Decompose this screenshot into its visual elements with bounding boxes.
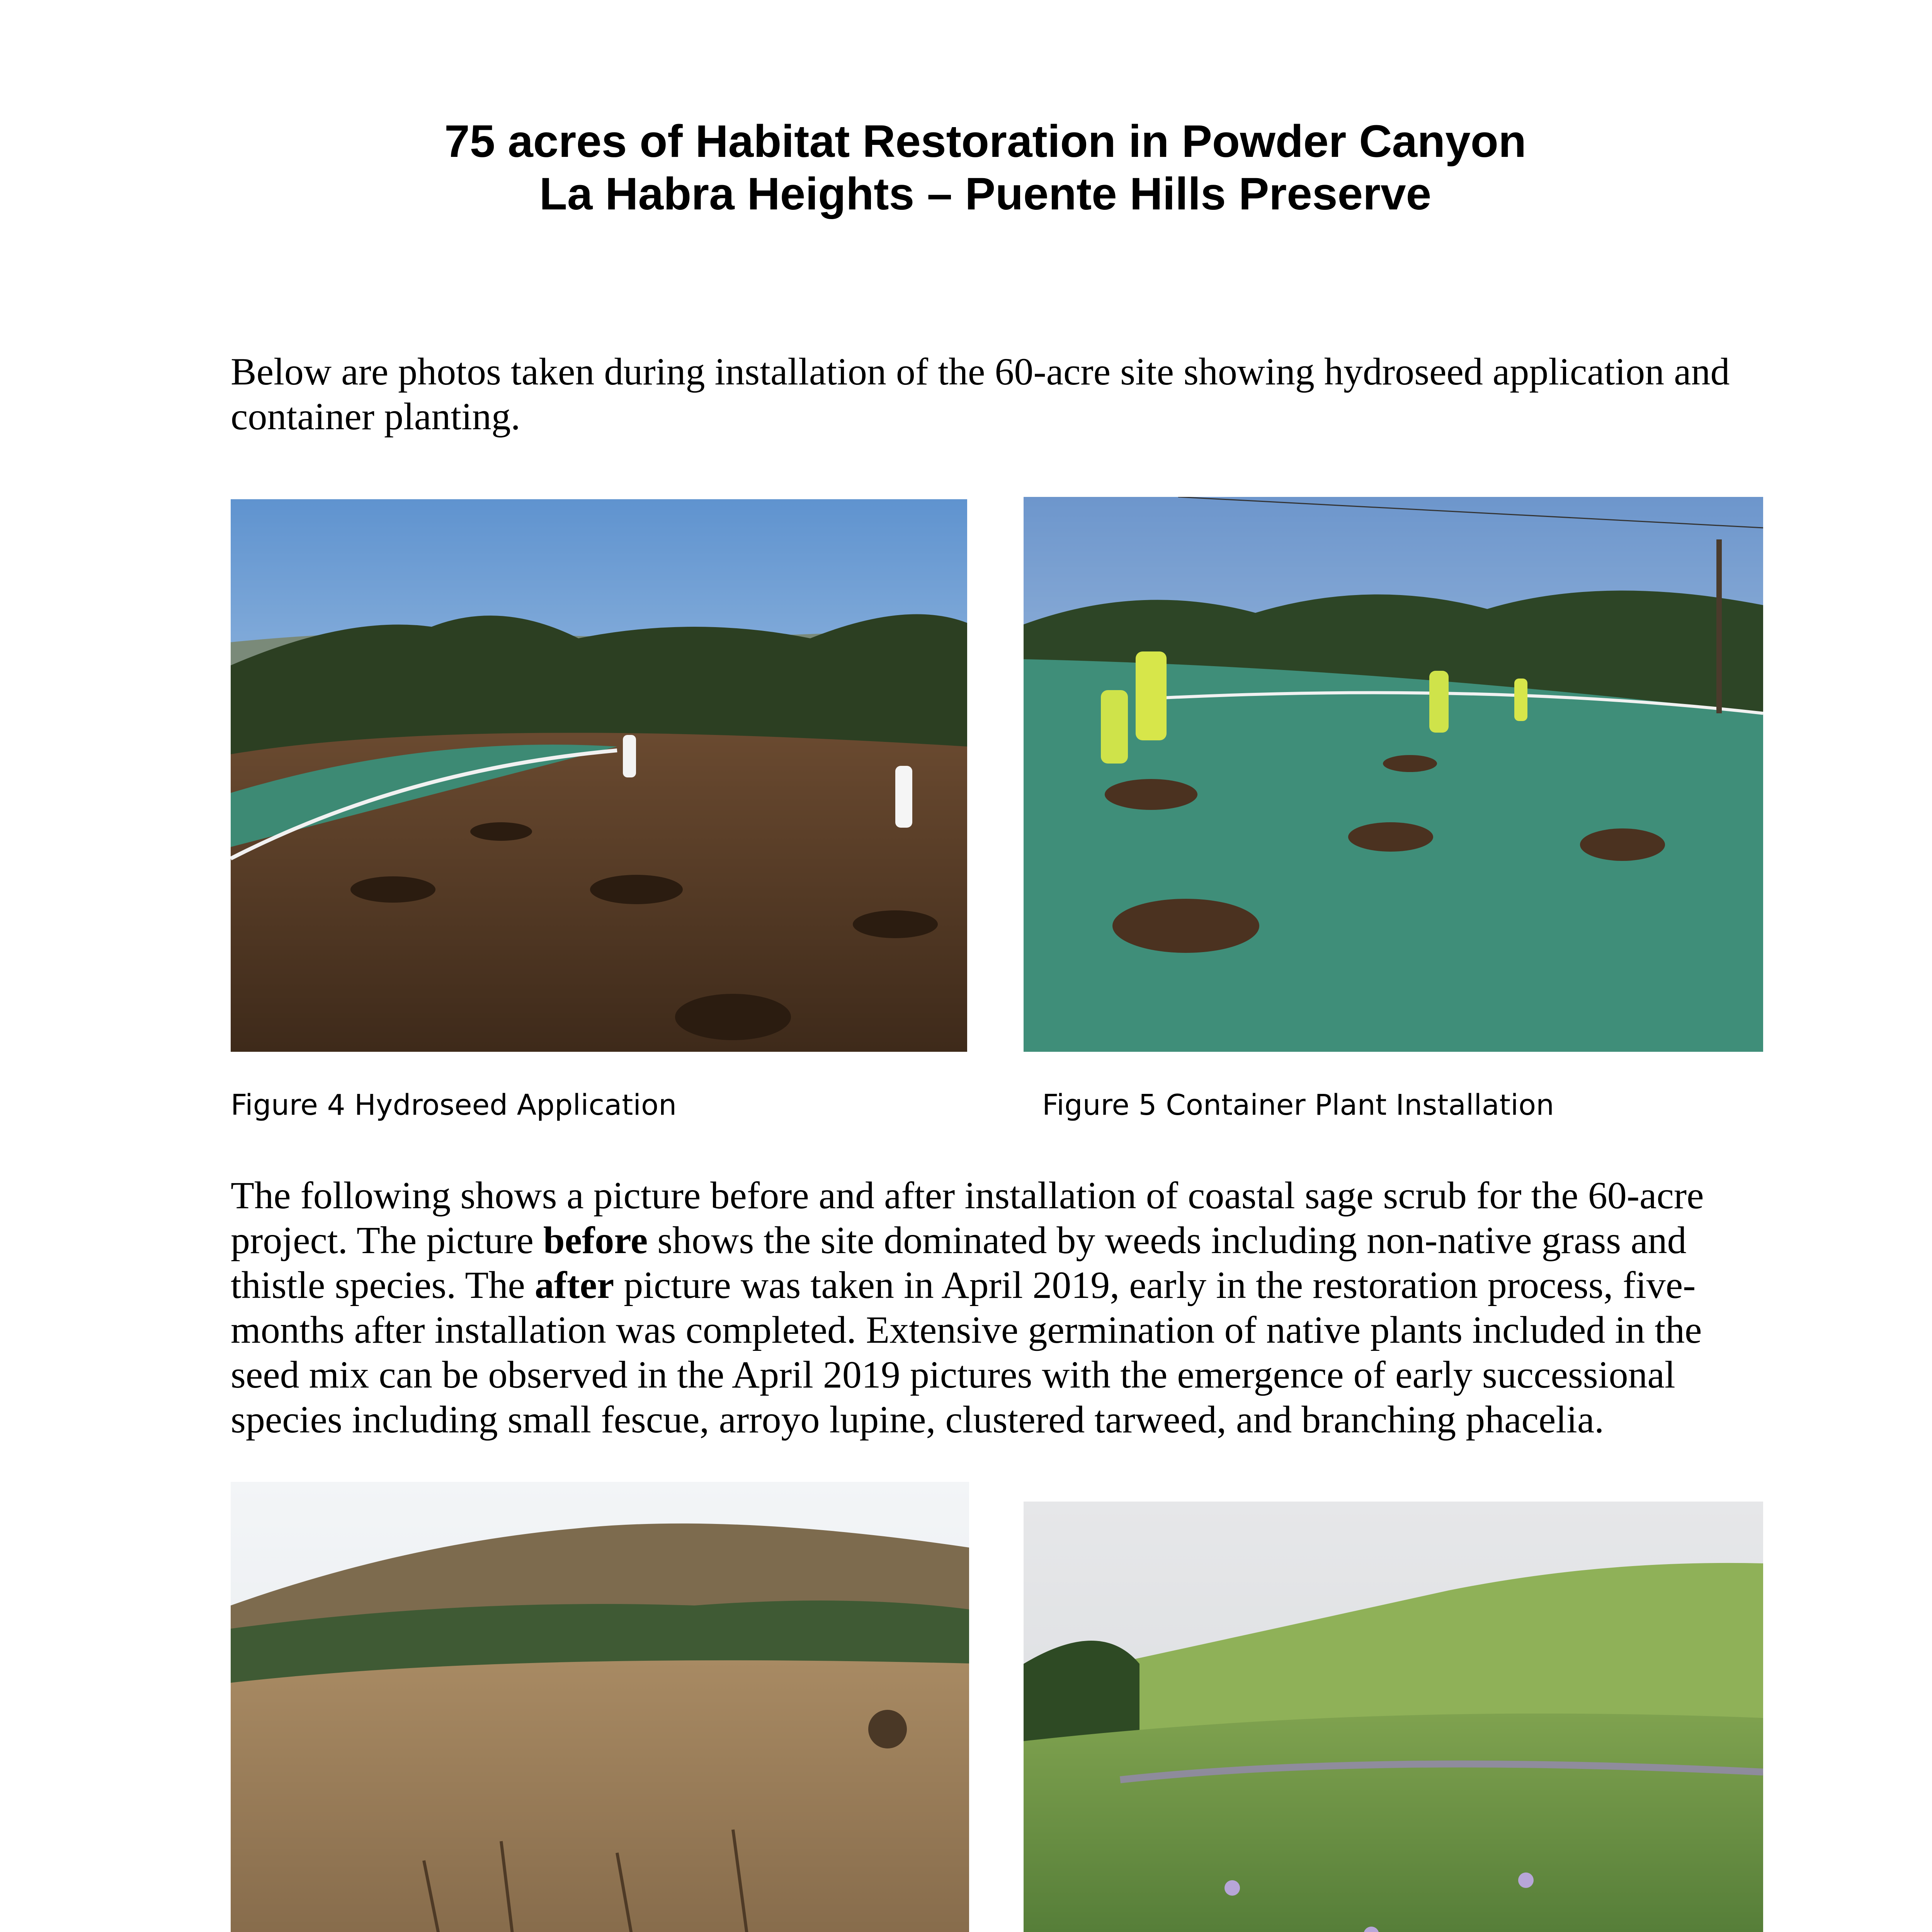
body-line: species including small fescue, arroyo lupine, clustered tarweed, and branching phacelia. <box>231 1398 1604 1441</box>
body-text: picture was taken in April 2019, early in the restoration process, five- <box>614 1264 1696 1306</box>
figure-5-caption: Figure 5 Container Plant Installation <box>1042 1088 1554 1122</box>
figure-4-photo <box>231 499 967 1052</box>
intro-line: container planting. <box>231 395 520 438</box>
document-subtitle: La Habra Heights – Puente Hills Preserve <box>539 168 1432 219</box>
after-emphasis: after <box>534 1264 614 1306</box>
figure-6-photo <box>231 1482 969 1932</box>
body-text: thistle species. The <box>231 1264 535 1306</box>
figure-7-photo <box>1024 1502 1763 1932</box>
intro-paragraph <box>231 349 1761 439</box>
body-line: seed mix can be observed in the April 2019 pictures with the emergence of early successional <box>231 1353 1675 1396</box>
intro-line: Below are photos taken during installation of the 60-acre site showing hydroseed application and <box>231 350 1730 393</box>
document-title: 75 acres of Habitat Restoration in Powder Canyon <box>444 116 1526 167</box>
figure-5-photo <box>1024 497 1763 1052</box>
body-text: shows the site dominated by weeds including non-native grass and <box>648 1219 1687 1262</box>
figure-4-caption: Figure 4 Hydroseed Application <box>231 1088 677 1122</box>
body-line <box>231 1263 1761 1308</box>
body-line: months after installation was completed. Extensive germination of native plants included in the <box>231 1308 1702 1351</box>
body-paragraph <box>231 1173 1761 1442</box>
body-line: The following shows a picture before and after installation of coastal sage scrub for the 60-acre <box>231 1174 1704 1217</box>
body-line <box>231 1218 1761 1263</box>
body-text: project. The picture <box>231 1219 543 1262</box>
before-emphasis: before <box>543 1219 648 1262</box>
